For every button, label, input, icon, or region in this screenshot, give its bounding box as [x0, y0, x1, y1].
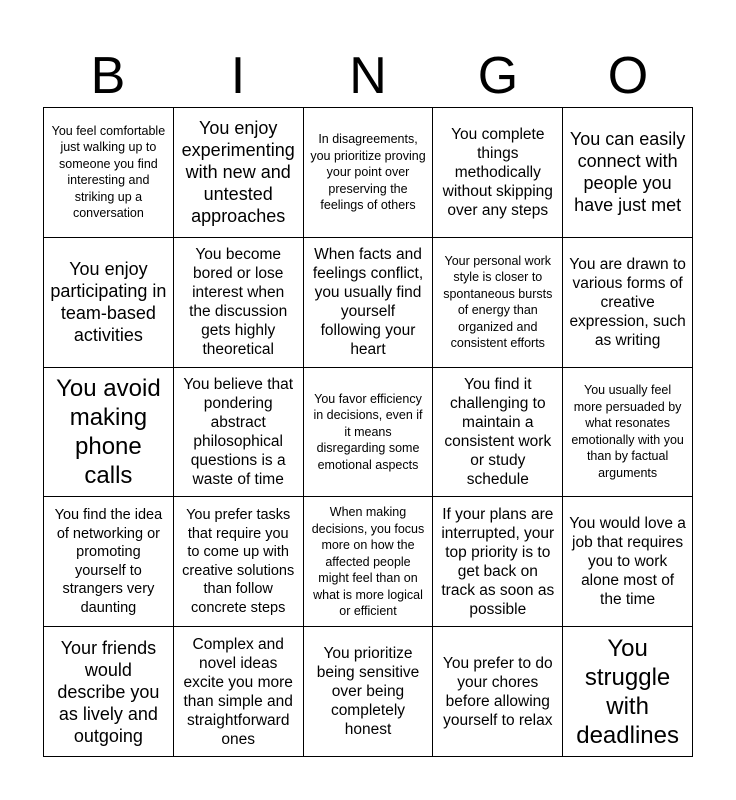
cell-text: You become bored or lose interest when the discussion gets highly theoretical — [189, 246, 288, 359]
cell-text: You would love a job that requires you to work alone most of the time — [569, 515, 686, 609]
bingo-cell[interactable] — [563, 497, 693, 627]
bingo-cell[interactable] — [433, 368, 563, 498]
bingo-cell[interactable] — [44, 627, 174, 757]
cell-text: When making decisions, you focus more on how the affected people might feel than on what is more logical or efficient — [311, 505, 425, 619]
bingo-cell[interactable] — [563, 238, 693, 368]
bingo-cell[interactable] — [433, 627, 563, 757]
cell-text: You avoid making phone calls — [56, 374, 161, 489]
cell-text: If your plans are interrupted, your top priority is to get back on track as soon as possible — [441, 505, 555, 618]
bingo-cell[interactable] — [44, 108, 174, 238]
cell-text: You usually feel more persuaded by what resonates emotionally with you than by factual arguments — [571, 383, 684, 480]
bingo-cell[interactable] — [563, 368, 693, 498]
bingo-cell[interactable] — [174, 108, 304, 238]
bingo-cell[interactable] — [563, 627, 693, 757]
bingo-cell[interactable] — [304, 627, 434, 757]
cell-text: You enjoy participating in team-based activities — [50, 259, 167, 346]
cell-text: You complete things methodically without skipping over any steps — [442, 125, 553, 219]
bingo-cell[interactable] — [433, 238, 563, 368]
cell-text: You believe that pondering abstract philosophical questions is a waste of time — [183, 375, 294, 488]
cell-text: You are drawn to various forms of creative expression, such as writing — [569, 255, 686, 349]
bingo-cell[interactable] — [433, 497, 563, 627]
bingo-cell[interactable] — [304, 238, 434, 368]
cell-text: You find it challenging to maintain a consistent work or study schedule — [444, 375, 552, 488]
cell-text: You prefer to do your chores before allowing yourself to relax — [442, 654, 553, 729]
bingo-cell[interactable] — [304, 108, 434, 238]
bingo-header — [43, 46, 693, 106]
cell-text: You favor efficiency in decisions, even if it means disregarding some emotional aspects — [313, 391, 423, 472]
bingo-cell[interactable] — [433, 108, 563, 238]
bingo-cell[interactable] — [174, 497, 304, 627]
cell-text: You can easily connect with people you have just met — [569, 129, 686, 216]
cell-text: When facts and feelings conflict, you usually find yourself following your heart — [312, 246, 424, 359]
bingo-cell[interactable] — [174, 238, 304, 368]
bingo-cell[interactable] — [174, 627, 304, 757]
cell-text: Complex and novel ideas excite you more than simple and straightforward ones — [183, 635, 293, 748]
cell-text: Your friends would describe you as lively and outgoing — [57, 637, 160, 746]
bingo-cell[interactable] — [304, 497, 434, 627]
bingo-cell[interactable] — [174, 368, 304, 498]
bingo-grid — [43, 107, 693, 757]
cell-text: Your personal work style is closer to spontaneous bursts of energy than organized and consistent efforts — [443, 253, 553, 351]
bingo-cell[interactable] — [44, 368, 174, 498]
bingo-cell[interactable] — [44, 238, 174, 368]
cell-text: In disagreements, you prioritize proving your point over preserving the feelings of others — [310, 132, 426, 213]
bingo-cell[interactable] — [304, 368, 434, 498]
cell-text: You enjoy experimenting with new and untested approaches — [181, 118, 295, 227]
cell-text: You struggle with deadlines — [576, 634, 679, 749]
header-letter-i: I — [230, 47, 246, 105]
cell-text: You prioritize being sensitive over being completely honest — [316, 645, 420, 739]
header-letter-b: B — [90, 47, 126, 105]
cell-text: You prefer tasks that require you to come up with creative solutions than follow concrete steps — [182, 507, 295, 616]
cell-text: You feel comfortable just walking up to someone you find interesting and striking up a conversation — [51, 123, 166, 221]
cell-text: You find the idea of networking or promoting yourself to strangers very daunting — [54, 507, 163, 616]
bingo-cell[interactable] — [563, 108, 693, 238]
header-letter-o: O — [607, 47, 649, 105]
bingo-cell[interactable] — [44, 497, 174, 627]
header-letter-g: G — [477, 47, 519, 105]
header-letter-n: N — [349, 47, 387, 105]
